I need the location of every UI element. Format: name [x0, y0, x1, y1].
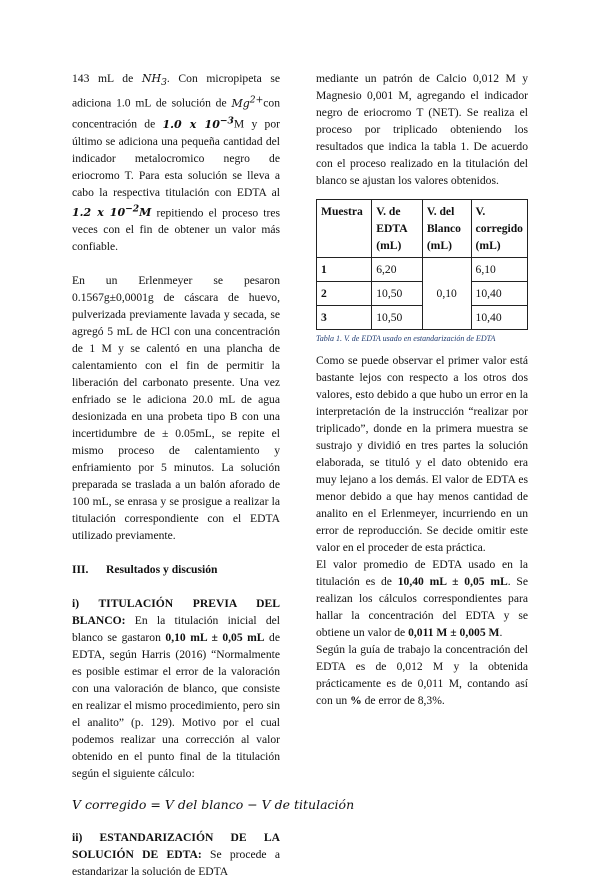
formula-conc-1: 1.0 x $10^{-3}$	[162, 114, 234, 131]
paragraph-standardization: ii) ESTANDARIZACIÓN DE LA SOLUCIÓN DE EDTA: Se procede a estandarizar la solución de EDTA	[72, 831, 281, 879]
results-table	[316, 199, 528, 330]
subsection-title-blank: i) TITULACIÓN PREVIA DEL BLANCO:	[72, 597, 280, 628]
paragraph-discussion: Como se puede observar el primer valor está bastante lejos con respecto a los otros dos valores, esto debido a que hubo un error en la interpretación de la instrucción “realizar por triplicado”, donde en la primera muestra se sustrajo y dividió en tres partes la solución elaborada, se tituló y el dato obtenido era muy lejano a los demás. El valor de EDTA es menor debido a que hay menos cantidad de analito en el Erlenmeyer, incurriendo en un error de reproducción. Se decide omitir este valor en el proceder de esta práctica.	[316, 354, 528, 554]
paragraph-error: Según la guía de trabajo la concentración del EDTA es de 0,012 M y la obtenida prácticamente es de 0,011 M, contando así con un % de error de 8,3%.	[316, 643, 528, 707]
table-header-muestra: Muestra	[317, 200, 372, 258]
right-column	[316, 70, 528, 709]
table-header-edta: V. de EDTA (mL)	[372, 200, 423, 258]
formula-mg: $Mg^{2+}$	[231, 94, 264, 110]
paragraph-eggshell: En un Erlenmeyer se pesaron 0.1567g±0,0001g de cáscara de huevo, pulverizada previamente lavada y secada, se agregó 5 mL de HCl con una concentración de 1 M y se calentó en una plancha de calentamiento con el fin de permitir la liberación del carbonato presente. Una vez enfriado se le adiciona 20.0 mL de agua desionizada en una probeta tipo B con una incertidumbre de ± 0.05mL, se repite el mismo proceso de calentamiento y enfriamiento por 5 minutos. La solución preparada se traslada a un balón aforado de 100 mL, se enrasa y se prosigue a realizar la titulación correspondiente con el EDTA utilizado previamente.	[72, 274, 280, 543]
paragraph-average: El valor promedio de EDTA usado en la titulación es de 10,40 mL ± 0,05 mL. Se realizan los cálculos correspondientes para hallar la concentración del EDTA y se obtiene un valor de 0,011 M ± 0,005 M.	[316, 558, 529, 639]
formula-nh3: $NH_3$	[141, 72, 167, 89]
table-header-corregido: V. corregido (mL)	[471, 200, 527, 258]
paragraph-procedure-magnesium: 143 mL de $NH_3$. Con micropipeta se adiciona 1.0 mL de solución de $Mg^{2+}con$ concentración de 1.0 x $10^{-3}M$ y por último se adiciona una pequeña cantidad del indicador metalocromico negro de eriocromo T. Para esta solución se lleva a cabo la respectiva titulación con EDTA al 1.2 x $10^{-2}M$ repitiendo el proceso tres veces con el fin de obtener un valor más confiable.	[72, 72, 281, 254]
table-header-blanco: V. del Blanco (mL)	[422, 200, 471, 258]
table-header-row	[317, 200, 528, 258]
section-heading: III. Resultados y discusión	[72, 563, 218, 577]
table-caption: Tabla 1. V. de EDTA usado en estandarización de EDTA	[316, 334, 496, 343]
table-row: 2 10,50 10,40	[317, 282, 528, 306]
paragraph-blank-titration: i) TITULACIÓN PREVIA DEL BLANCO: En la titulación inicial del blanco se gastaron 0,10 mL ± 0,05 mL de EDTA, según Harris (2016) “Normalmente es posible estimar el error de la valoración con una valoración de blanco, que consiste en realizar el mismo procedimiento, pero sin el analito” (p. 129). Motivo por el cual podemos realizar una corrección al valor obtenido en el punto final de la titulación según el siguiente cálculo:	[72, 597, 280, 781]
table-row: 1 6,20 0,10 6,10	[317, 258, 528, 282]
equation-correction: V corregido = V del blanco − V de titulación	[72, 797, 355, 813]
paragraph-standardization-cont: mediante un patrón de Calcio 0,012 M y Magnesio 0,001 M, agregando el indicador negro de eriocromo T (NET). Se realiza el proceso por triplicado obteniendo los resultados que indica la tabla 1. De acuerdo con el proceso realizado en la titulación del blanco se ajustan los valores obtenidos.	[316, 72, 528, 187]
formula-conc-2: 1.2 x $10^{-2}M$	[72, 203, 152, 220]
subsection-title-standardization: ii) ESTANDARIZACIÓN DE LA SOLUCIÓN DE EDTA:	[72, 831, 280, 862]
table-row: 3 10,50 10,40	[317, 306, 528, 330]
table-cell-blanco: 0,10	[422, 258, 471, 330]
